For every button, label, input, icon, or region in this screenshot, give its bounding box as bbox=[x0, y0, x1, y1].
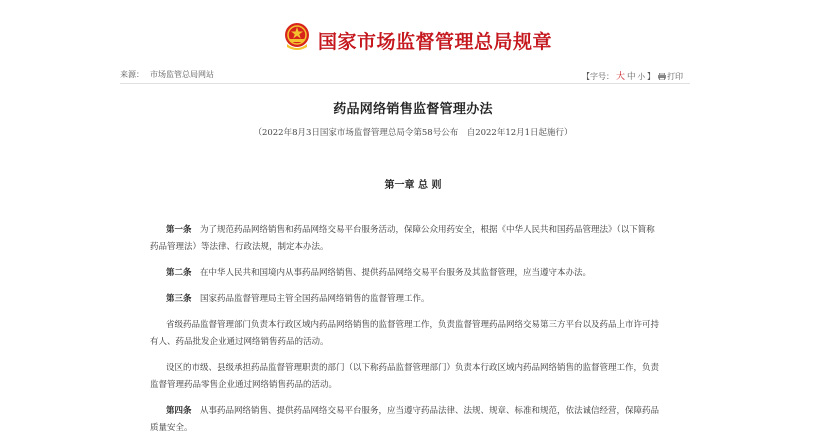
paragraph bbox=[150, 403, 662, 437]
font-size-close: 】 bbox=[647, 72, 655, 81]
print-button[interactable]: 打印 bbox=[667, 72, 683, 81]
document-body bbox=[150, 222, 662, 446]
document-title: 药品网络销售监督管理办法 bbox=[333, 102, 493, 117]
paragraph bbox=[150, 291, 662, 308]
paragraph-text: 为了规范药品网络销售和药品网络交易平台服务活动，保障公众用药安全，根据《中华人民共和国药品管理法》（以下简称药品管理法）等法律、行政法规，制定本办法。 bbox=[150, 225, 655, 252]
meta-bar bbox=[120, 68, 690, 82]
article-number: 第四条 bbox=[166, 406, 192, 416]
paragraph bbox=[150, 265, 662, 282]
source-label: 来源： bbox=[120, 70, 144, 79]
font-size-small-button[interactable]: 小 bbox=[637, 72, 645, 81]
article-number: 第一条 bbox=[166, 225, 192, 235]
paragraph-text: 从事药品网络销售、提供药品网络交易平台服务，应当遵守药品法律、法规、规章、标准和规范，依法诚信经营，保障药品质量安全。 bbox=[150, 406, 660, 433]
chapter-heading: 第一章 总 则 bbox=[384, 180, 442, 191]
site-title: 国家市场监督管理总局规章 bbox=[318, 31, 553, 53]
national-emblem-icon bbox=[283, 22, 311, 52]
paragraph-text: 省级药品监督管理部门负责本行政区域内药品网络销售的监督管理工作，负责监督管理药品网络交易第三方平台以及药品上市许可持有人、药品批发企业通过网络销售药品的活动。 bbox=[150, 320, 660, 347]
paragraph-text: 在中华人民共和国境内从事药品网络销售、提供药品网络交易平台服务及其监督管理，应当遵守本办法。 bbox=[200, 268, 592, 278]
paragraph bbox=[150, 360, 662, 394]
article-number: 第三条 bbox=[166, 294, 192, 304]
paragraph-text: 国家药品监督管理局主管全国药品网络销售的监督管理工作。 bbox=[200, 294, 430, 304]
print-icon[interactable] bbox=[658, 73, 666, 80]
source-link[interactable]: 市场监管总局网站 bbox=[150, 70, 214, 79]
font-size-label: 【字号： bbox=[581, 72, 614, 81]
source bbox=[120, 69, 214, 80]
paragraph-text: 设区的市级、县级承担药品监督管理职责的部门（以下称药品监督管理部门）负责本行政区域内药品网络销售的监督管理工作，负责监督管理药品零售企业通过网络销售药品的活动。 bbox=[150, 363, 660, 390]
header-divider bbox=[120, 83, 690, 84]
font-size-large-button[interactable]: 大 bbox=[615, 72, 625, 82]
article-number: 第二条 bbox=[166, 268, 192, 278]
document-subtitle: （2022年8月3日国家市场监督管理总局令第58号公布 自2022年12月1日起施行） bbox=[253, 128, 573, 138]
paragraph bbox=[150, 317, 662, 351]
paragraph bbox=[150, 222, 662, 256]
page-tools bbox=[581, 69, 684, 82]
site-banner bbox=[0, 0, 826, 64]
font-size-medium-button[interactable]: 中 bbox=[626, 72, 636, 82]
